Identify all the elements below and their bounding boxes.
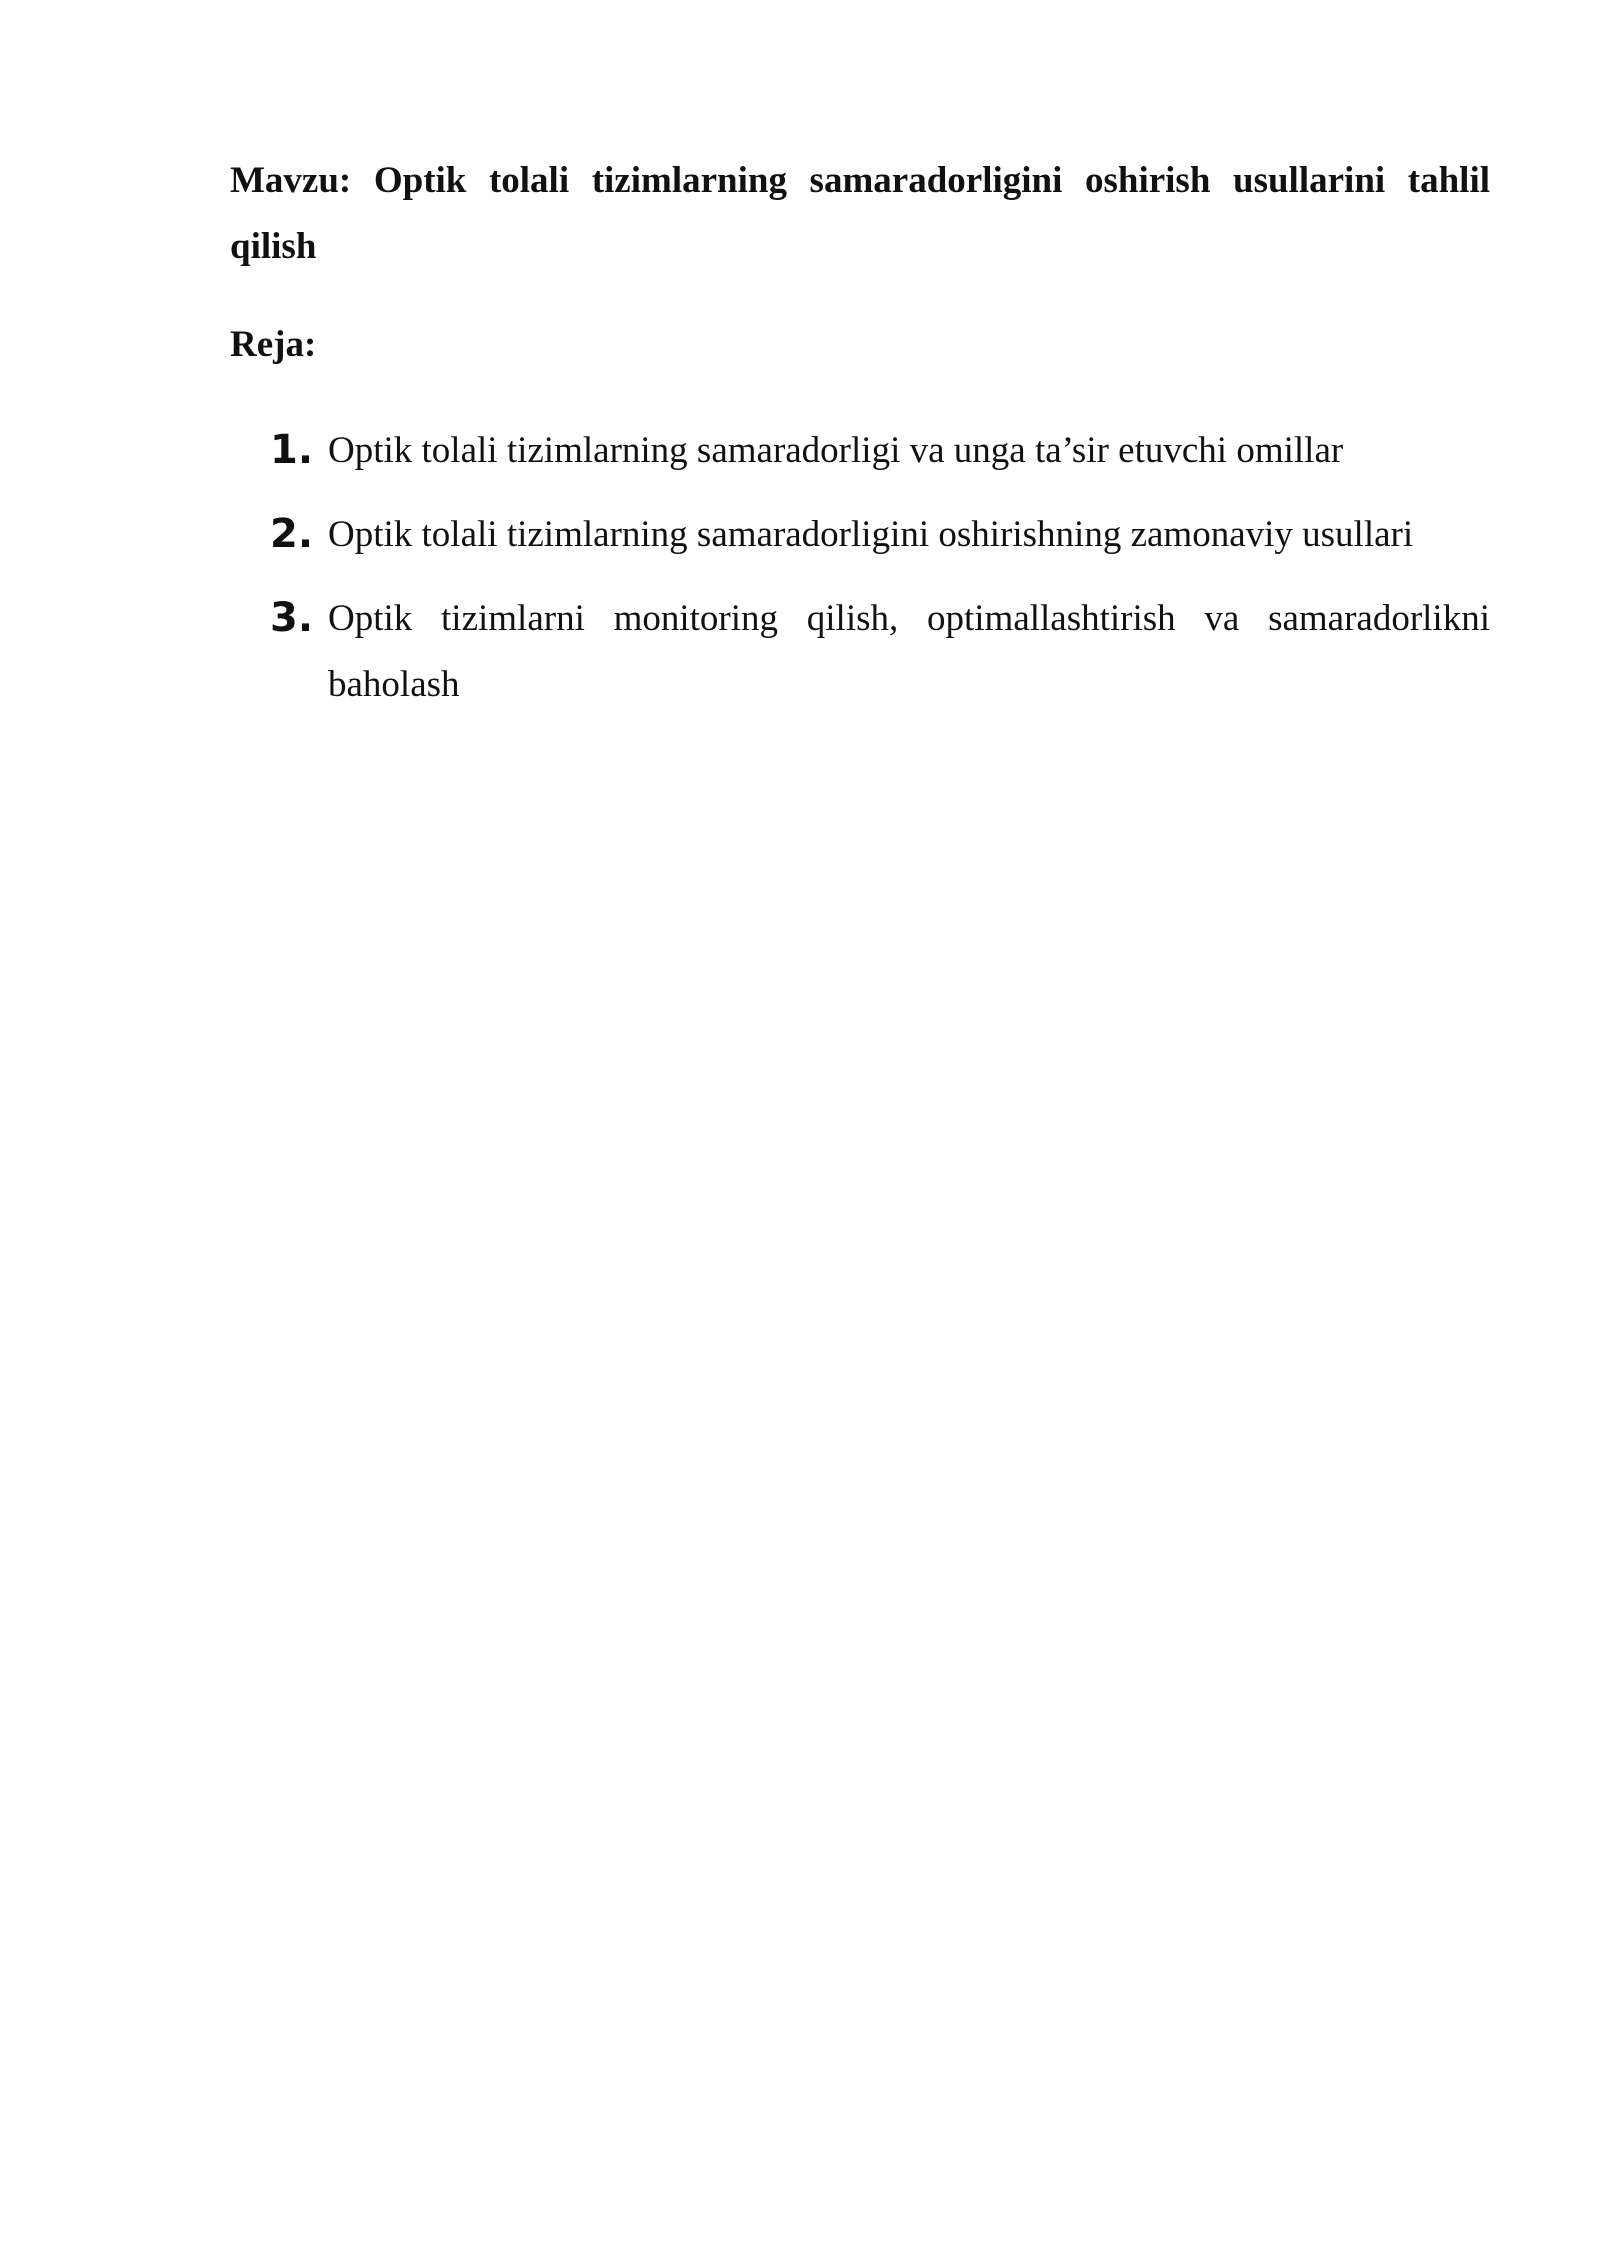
plan-item-number: 2. bbox=[270, 511, 314, 557]
plan-item-text: Optik tolali tizimlarning samaradorligi va unga ta’sir etuvchi omillar bbox=[328, 430, 1344, 471]
plan-item-2 bbox=[270, 502, 1490, 568]
plan-item-number: 1. bbox=[270, 427, 314, 473]
plan-item-1 bbox=[270, 418, 1490, 484]
plan-list bbox=[270, 418, 1490, 736]
plan-item-3 bbox=[270, 586, 1490, 718]
plan-heading: Reja: bbox=[230, 324, 317, 365]
plan-item-number: 3. bbox=[270, 595, 314, 641]
plan-item-text: Optik tizimlarni monitoring qilish, optimallashtirish va samaradorlikni baholash bbox=[328, 598, 1490, 705]
plan-item-text: Optik tolali tizimlarning samaradorligini oshirishning zamonaviy usullari bbox=[328, 514, 1414, 555]
document-topic: Mavzu: Optik tolali tizimlarning samaradorligini oshirish usullarini tahlil qilish bbox=[230, 160, 1490, 267]
